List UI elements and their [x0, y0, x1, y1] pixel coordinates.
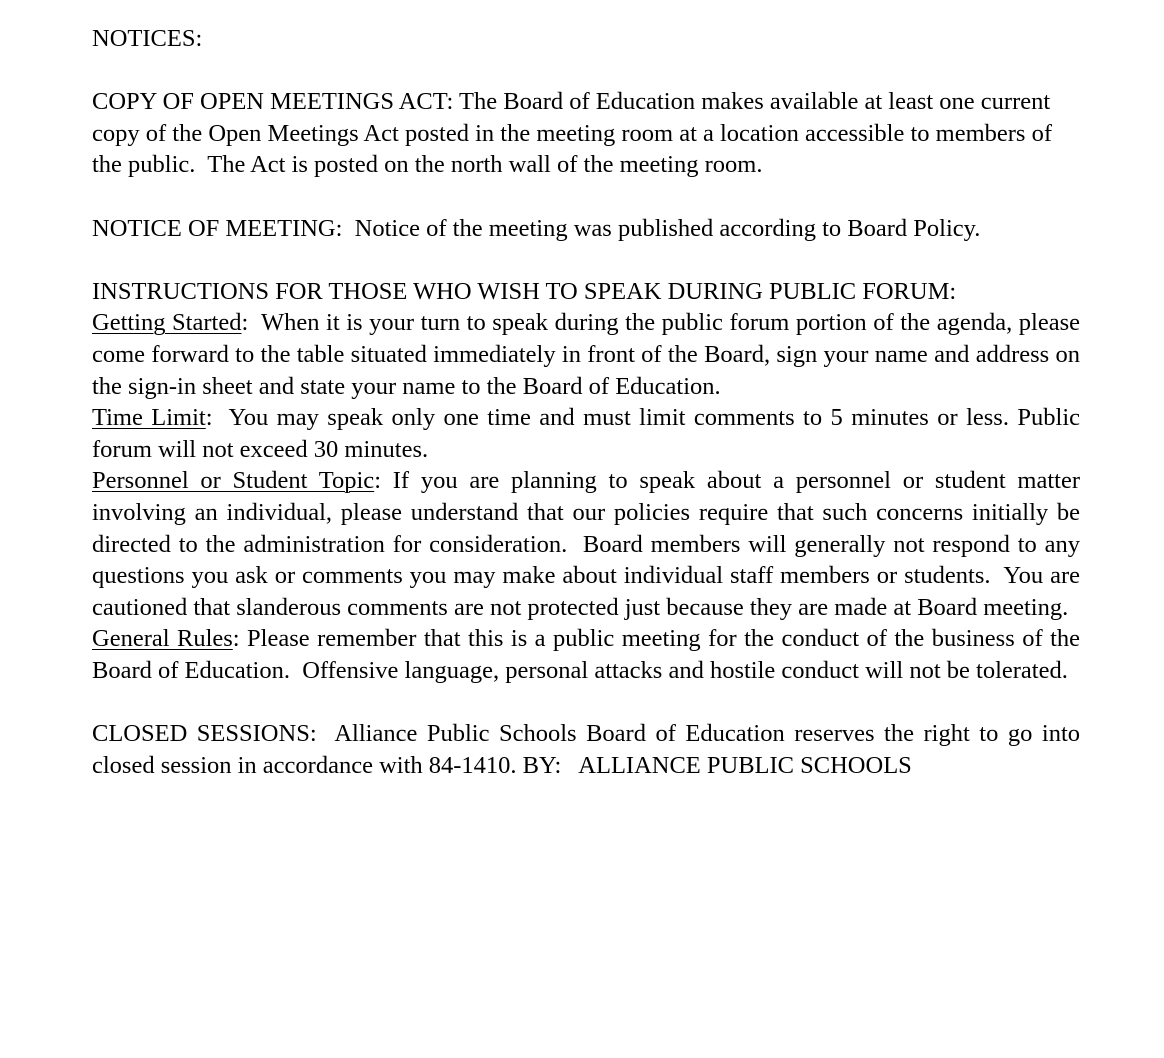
notice-of-meeting-text: Notice of the meeting was published according to Board Policy. — [342, 214, 981, 242]
public-forum-item-label: General Rules — [92, 625, 233, 653]
public-forum-item-general-rules — [92, 623, 1087, 686]
public-forum-item-personnel-topic — [92, 465, 1087, 623]
public-forum-item-text: : You may speak only one time and must limit comments to 5 minutes or less. Public forum will not exceed 30 minutes. — [92, 404, 1087, 463]
public-forum-item-label: Personnel or Student Topic — [92, 467, 375, 495]
spacer — [92, 244, 1080, 276]
spacer — [92, 181, 1080, 213]
open-meetings-act-label: COPY OF OPEN MEETINGS ACT: — [92, 88, 454, 116]
document-page — [92, 23, 1087, 781]
open-meetings-act-text: The Board of Education makes available at least one current copy of the Open Meetings Act posted in the meeting room at a location accessible to members of the public. The Act is posted on the north wall of the meeting room. — [92, 88, 1059, 179]
notice-of-meeting-section — [92, 213, 1080, 245]
spacer — [92, 686, 1080, 718]
public-forum-item-time-limit — [92, 402, 1087, 465]
spacer — [92, 55, 1080, 87]
notices-heading: NOTICES: — [92, 25, 203, 52]
public-forum-heading: INSTRUCTIONS FOR THOSE WHO WISH TO SPEAK DURING PUBLIC FORUM: — [92, 277, 957, 305]
public-forum-item-label: Time Limit — [92, 404, 206, 432]
public-forum-item-text: : If you are planning to speak about a personnel or student matter involving an individual, please understand that our policies require that such concerns initially be directed to the administration for consideration. Board members will generally not respond to any questions you ask or comments you may make about individual staff members or students. You are cautioned that slanderous comments are not protected just because they are made at Board meeting. — [92, 467, 1087, 621]
notice-of-meeting-label: NOTICE OF MEETING: — [92, 214, 343, 242]
public-forum-item-label: Getting Started — [92, 309, 242, 337]
public-forum-item-getting-started — [92, 307, 1087, 402]
closed-sessions-section — [92, 718, 1087, 781]
public-forum-item-text: : When it is your turn to speak during the public forum portion of the agenda, please come forward to the table situated immediately in front of the Board, sign your name and address on the sign-in sheet and state your name to the Board of Education. — [92, 309, 1087, 400]
closed-sessions-text: Alliance Public Schools Board of Education reserves the right to go into closed session in accordance with 84-1410. BY: ALLIANCE PUBLIC SCHOOLS — [92, 720, 1087, 779]
closed-sessions-label: CLOSED SESSIONS: — [92, 720, 317, 748]
open-meetings-act-section — [92, 86, 1080, 181]
public-forum-item-text: : Please remember that this is a public meeting for the conduct of the business of the Board of Education. Offensive language, personal attacks and hostile conduct will not be tolerated. — [92, 625, 1087, 684]
